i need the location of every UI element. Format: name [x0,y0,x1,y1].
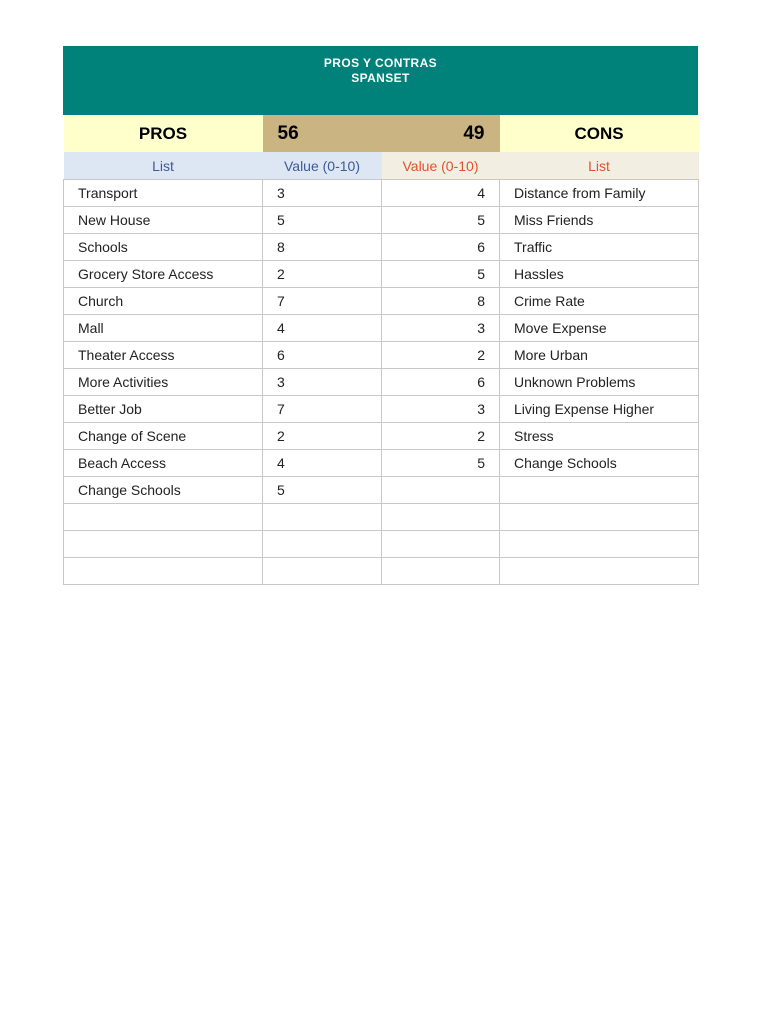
pro-value[interactable]: 8 [263,234,382,261]
con-value[interactable]: 5 [382,450,500,477]
con-item[interactable]: Distance from Family [500,180,699,207]
con-item[interactable]: More Urban [500,342,699,369]
pro-item[interactable] [64,504,263,531]
subheader-row [64,152,699,180]
con-item[interactable]: Change Schools [500,450,699,477]
pro-value[interactable]: 6 [263,342,382,369]
title-line-2: SPANSET [351,71,410,85]
table-row [64,261,699,288]
cons-heading: CONS [500,115,699,152]
con-item[interactable]: Move Expense [500,315,699,342]
con-value[interactable]: 8 [382,288,500,315]
con-item[interactable]: Living Expense Higher [500,396,699,423]
pros-total: 56 [263,115,382,152]
table-row [64,477,699,504]
pro-value[interactable]: 2 [263,423,382,450]
con-value[interactable]: 5 [382,261,500,288]
con-value[interactable]: 2 [382,423,500,450]
table-row [64,180,699,207]
pro-item[interactable]: Change Schools [64,477,263,504]
con-value[interactable] [382,477,500,504]
con-item[interactable]: Crime Rate [500,288,699,315]
pros-list-header: List [64,152,263,180]
pro-item[interactable]: Church [64,288,263,315]
con-value[interactable]: 5 [382,207,500,234]
pro-item[interactable]: Change of Scene [64,423,263,450]
pro-item[interactable] [64,531,263,558]
pro-value[interactable]: 3 [263,180,382,207]
pro-item[interactable]: Mall [64,315,263,342]
table-row [64,369,699,396]
table-row [64,531,699,558]
pro-value[interactable]: 5 [263,477,382,504]
con-item[interactable] [500,531,699,558]
pro-item[interactable]: Theater Access [64,342,263,369]
con-item[interactable]: Stress [500,423,699,450]
table-row [64,558,699,585]
pros-value-header: Value (0-10) [263,152,382,180]
pro-item[interactable] [64,558,263,585]
title-bar [63,46,698,115]
title-line-1: PROS Y CONTRAS [323,56,438,70]
table-row [64,234,699,261]
cons-list-header: List [500,152,699,180]
table-row [64,450,699,477]
con-value[interactable]: 3 [382,396,500,423]
pro-value[interactable] [263,531,382,558]
pro-item[interactable]: Grocery Store Access [64,261,263,288]
con-value[interactable] [382,558,500,585]
pro-value[interactable]: 4 [263,450,382,477]
pro-item[interactable]: Better Job [64,396,263,423]
con-value[interactable] [382,504,500,531]
pro-item[interactable]: Transport [64,180,263,207]
pro-value[interactable]: 4 [263,315,382,342]
table-row [64,315,699,342]
pro-value[interactable]: 2 [263,261,382,288]
cons-total: 49 [382,115,500,152]
pros-heading: PROS [64,115,263,152]
table-row [64,207,699,234]
con-value[interactable]: 6 [382,234,500,261]
table-row [64,342,699,369]
con-value[interactable]: 3 [382,315,500,342]
con-item[interactable]: Hassles [500,261,699,288]
cons-value-header: Value (0-10) [382,152,500,180]
pros-cons-sheet [63,46,698,585]
con-value[interactable]: 4 [382,180,500,207]
con-value[interactable] [382,531,500,558]
con-item[interactable] [500,504,699,531]
table-row [64,423,699,450]
pro-value[interactable]: 7 [263,396,382,423]
pro-item[interactable]: Schools [64,234,263,261]
pro-item[interactable]: New House [64,207,263,234]
pro-value[interactable] [263,558,382,585]
con-item[interactable] [500,477,699,504]
con-item[interactable]: Traffic [500,234,699,261]
pro-item[interactable]: Beach Access [64,450,263,477]
pro-item[interactable]: More Activities [64,369,263,396]
pro-value[interactable] [263,504,382,531]
table-row [64,396,699,423]
table-row [64,288,699,315]
pros-cons-table [63,115,699,585]
pro-value[interactable]: 7 [263,288,382,315]
pro-value[interactable]: 5 [263,207,382,234]
con-item[interactable]: Unknown Problems [500,369,699,396]
table-row [64,504,699,531]
con-item[interactable]: Miss Friends [500,207,699,234]
con-item[interactable] [500,558,699,585]
summary-row [64,115,699,152]
pro-value[interactable]: 3 [263,369,382,396]
con-value[interactable]: 6 [382,369,500,396]
con-value[interactable]: 2 [382,342,500,369]
